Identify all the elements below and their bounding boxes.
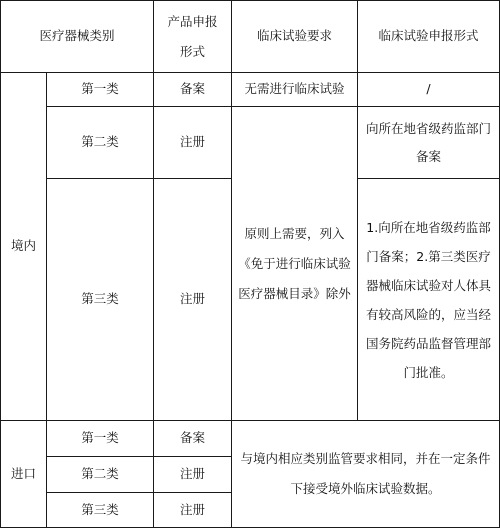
domestic-class1-form: 备案: [154, 73, 232, 107]
import-class3-form: 注册: [154, 493, 232, 528]
header-trial-declaration: 临床试验申报形式: [358, 1, 500, 73]
domestic-class3-name: 第三类: [47, 179, 154, 421]
domestic-class1-declaration: /: [358, 73, 500, 107]
import-note: 与境内相应类别监管要求相同，并在一定条件下接受境外临床试验数据。: [232, 421, 500, 528]
import-class1-name: 第一类: [47, 421, 154, 457]
domestic-class2-name: 第二类: [47, 107, 154, 179]
domestic-class2-declaration: 向所在地省级药监部门备案: [358, 107, 500, 179]
domestic-class1-requirement: 无需进行临床试验: [232, 73, 358, 107]
header-category: 医疗器械类别: [1, 1, 154, 73]
domestic-label: 境内: [1, 73, 47, 421]
table-row: [1, 107, 500, 179]
domestic-class3-form: 注册: [154, 179, 232, 421]
table-row: [1, 421, 500, 457]
header-declaration-form: 产品申报形式: [154, 1, 232, 73]
import-class2-name: 第二类: [47, 457, 154, 493]
header-trial-requirement: 临床试验要求: [232, 1, 358, 73]
table-row: [1, 73, 500, 107]
header-row: [1, 1, 500, 73]
import-class2-form: 注册: [154, 457, 232, 493]
import-label: 进口: [1, 421, 47, 528]
domestic-class23-requirement: 原则上需要，列入《免于进行临床试验医疗器械目录》除外: [232, 107, 358, 421]
domestic-class3-declaration: 1.向所在地省级药监部门备案；2.第三类医疗器械临床试验对人体具有较高风险的，应当经国务院药品监督管理部门批准。: [358, 179, 500, 421]
domestic-class2-form: 注册: [154, 107, 232, 179]
import-class1-form: 备案: [154, 421, 232, 457]
import-class3-name: 第三类: [47, 493, 154, 528]
domestic-class1-name: 第一类: [47, 73, 154, 107]
